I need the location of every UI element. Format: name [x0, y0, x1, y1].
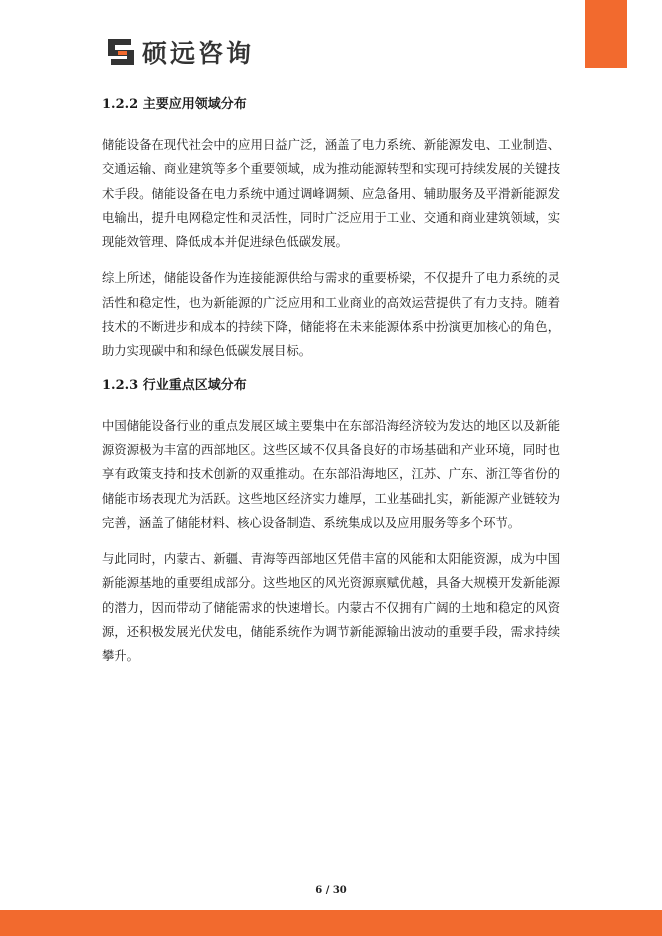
paragraph: 储能设备在现代社会中的应用日益广泛，涵盖了电力系统、新能源发电、工业制造、交通运输、商业建筑等多个重要领域，成为推动能源转型和实现可持续发展的关键技术手段。储能设备在电力系统中通过调峰调频、应急备用、辅助服务及平滑新能源发电输出，提升电网稳定性和灵活性，同时广泛应用于工业、交通和商业建筑领域，实现能效管理、降低成本并促进绿色低碳发展。: [102, 138, 560, 250]
section-heading-regional-distribution: 1.2.3 行业重点区域分布: [102, 377, 247, 393]
corner-accent-tab: [585, 0, 627, 68]
paragraph: 中国储能设备行业的重点发展区域主要集中在东部沿海经济较为发达的地区以及新能源资源极为丰富的西部地区。这些区域不仅具备良好的市场基础和产业环境，同时也享有政策支持和技术创新的双重推动。在东部沿海地区，江苏、广东、浙江等省份的储能市场表现尤为活跃。这些地区经济实力雄厚，工业基础扎实，新能源产业链较为完善，涵盖了储能材料、核心设备制造、系统集成以及应用服务等多个环节。: [102, 418, 560, 530]
section-heading-application-fields: 1.2.2 主要应用领域分布: [102, 97, 247, 112]
paragraph: 综上所述，储能设备作为连接能源供给与需求的重要桥梁，不仅提升了电力系统的灵活性和稳定性，也为新能源的广泛应用和工业商业的高效运营提供了有力支持。随着技术的不断进步和成本的持续下降，储能将在未来能源体系中扮演更加核心的角色，助力实现碳中和和绿色低碳发展目标。: [102, 271, 560, 359]
brand-s-logo-icon: [106, 37, 136, 67]
page-number: 6 / 30: [315, 885, 347, 896]
document-body: [102, 95, 560, 669]
brand-name: 硕远咨询: [142, 39, 255, 68]
brand-logo: [106, 34, 254, 70]
paragraph: 与此同时，内蒙古、新疆、青海等西部地区凭借丰富的风能和太阳能资源，成为中国新能源基地的重要组成部分。这些地区的风光资源禀赋优越，具备大规模开发新能源的潜力，因而带动了储能需求的快速增长。内蒙古不仅拥有广阔的土地和稳定的风资源，还积极发展光伏发电，储能系统作为调节新能源输出波动的重要手段，需求持续攀升。: [102, 552, 560, 664]
footer-accent-bar: [0, 910, 662, 936]
